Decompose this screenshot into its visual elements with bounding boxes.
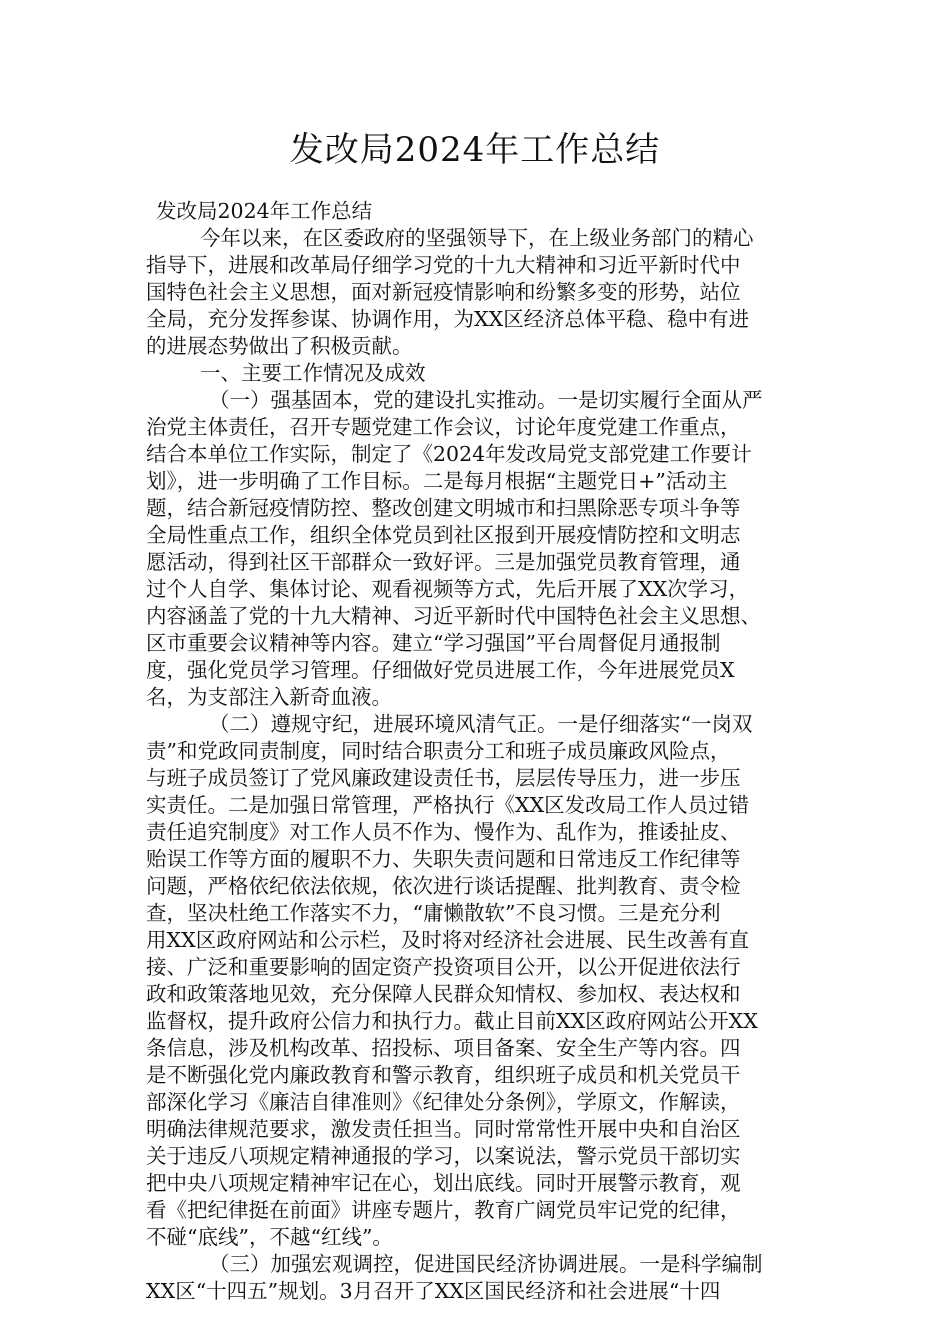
section-heading: 一、主要工作情况及成效 (200, 361, 426, 385)
subtitle-line: 发改局2024年工作总结 (156, 199, 373, 223)
text-line: 愿活动，得到社区干部群众一致好评。三是加强党员教育管理，通 (146, 550, 741, 574)
text-line: 责任追究制度》对工作人员不作为、慢作为、乱作为，推诿扯皮、 (146, 820, 741, 844)
text-line: 查，坚决杜绝工作落实不力，“庸懒散软”不良习惯。三是充分利 (146, 901, 721, 925)
document-body (146, 198, 818, 1305)
text-line: 过个人自学、集体讨论、观看视频等方式，先后开展了XX次学习， (146, 577, 750, 601)
text-line: 的进展态势做出了积极贡献。 (146, 334, 413, 358)
text-line: 接、广泛和重要影响的固定资产投资项目公开，以公开促进依法行 (146, 955, 741, 979)
text-line: XX区“十四五”规划。3月召开了XX区国民经济和社会进展“十四 (146, 1279, 721, 1303)
text-line: 把中央八项规定精神牢记在心，划出底线。同时开展警示教育，观 (146, 1171, 741, 1195)
text-line: 国特色社会主义思想，面对新冠疫情影响和纷繁多变的形势，站位 (146, 280, 741, 304)
text-line: 贻误工作等方面的履职不力、失职失责问题和日常违反工作纪律等 (146, 847, 741, 871)
text-line: 名，为支部注入新奇血液。 (146, 685, 392, 709)
text-line: 问题，严格依纪依法依规，依次进行谈话提醒、批判教育、责令检 (146, 874, 741, 898)
text-line: 看《把纪律挺在前面》讲座专题片，教育广阔党员牢记党的纪律， (146, 1198, 741, 1222)
text-line: 与班子成员签订了党风廉政建设责任书，层层传导压力，进一步压 (146, 766, 741, 790)
text-line: 指导下，进展和改革局仔细学习党的十九大精神和习近平新时代中 (146, 253, 741, 277)
text-line: 是不断强化党内廉政教育和警示教育，组织班子成员和机关党员干 (146, 1063, 741, 1087)
text-line: 度，强化党员学习管理。仔细做好党员进展工作，今年进展党员X (146, 658, 735, 682)
subsection-line: （二）遵规守纪，进展环境风清气正。一是仔细落实“一岗双 (209, 712, 753, 736)
text-line: 条信息，涉及机构改革、招投标、项目备案、安全生产等内容。四 (146, 1036, 741, 1060)
text-line: 部深化学习《廉洁自律准则》《纪律处分条例》，学原文，作解读， (146, 1090, 741, 1114)
text-line: 关于违反八项规定精神通报的学习，以案说法，警示党员干部切实 (146, 1144, 741, 1168)
text-line: 划》，进一步明确了工作目标。二是每月根据“主题党日+”活动主 (146, 469, 728, 493)
text-line: 全局，充分发挥参谋、协调作用，为XX区经济总体平稳、稳中有进 (146, 307, 750, 331)
text-line: 用XX区政府网站和公示栏，及时将对经济社会进展、民生改善有直 (146, 928, 750, 952)
document-title: 发改局2024年工作总结 (289, 130, 661, 170)
text-line: 题，结合新冠疫情防控、整改创建文明城市和扫黑除恶专项斗争等 (146, 496, 741, 520)
text-line: 内容涵盖了党的十九大精神、习近平新时代中国特色社会主义思想、 (146, 604, 761, 628)
text-line: 结合本单位工作实际，制定了《2024年发改局党支部党建工作要计 (146, 442, 752, 466)
subsection-line: （一）强基固本，党的建设扎实推动。一是切实履行全面从严 (209, 388, 763, 412)
text-line: 政和政策落地见效，充分保障人民群众知情权、参加权、表达权和 (146, 982, 741, 1006)
text-line: 明确法律规范要求，激发责任担当。同时常常性开展中央和自治区 (146, 1117, 741, 1141)
text-line: 治党主体责任，召开专题党建工作会议，讨论年度党建工作重点， (146, 415, 741, 439)
text-line: 区市重要会议精神等内容。建立“学习强国”平台周督促月通报制 (146, 631, 721, 655)
text-line: 实责任。二是加强日常管理，严格执行《XX区发改局工作人员过错 (146, 793, 750, 817)
text-line: 责”和党政同责制度，同时结合职责分工和班子成员廉政风险点， (146, 739, 731, 763)
text-line: 今年以来，在区委政府的坚强领导下，在上级业务部门的精心 (200, 226, 754, 250)
text-line: 监督权，提升政府公信力和执行力。截止目前XX区政府网站公开XX (146, 1009, 758, 1033)
text-line: 不碰“底线”，不越“红线”。 (146, 1225, 393, 1249)
subsection-line: （三）加强宏观调控，促进国民经济协调进展。一是科学编制 (209, 1252, 763, 1276)
text-line: 全局性重点工作，组织全体党员到社区报到开展疫情防控和文明志 (146, 523, 741, 547)
